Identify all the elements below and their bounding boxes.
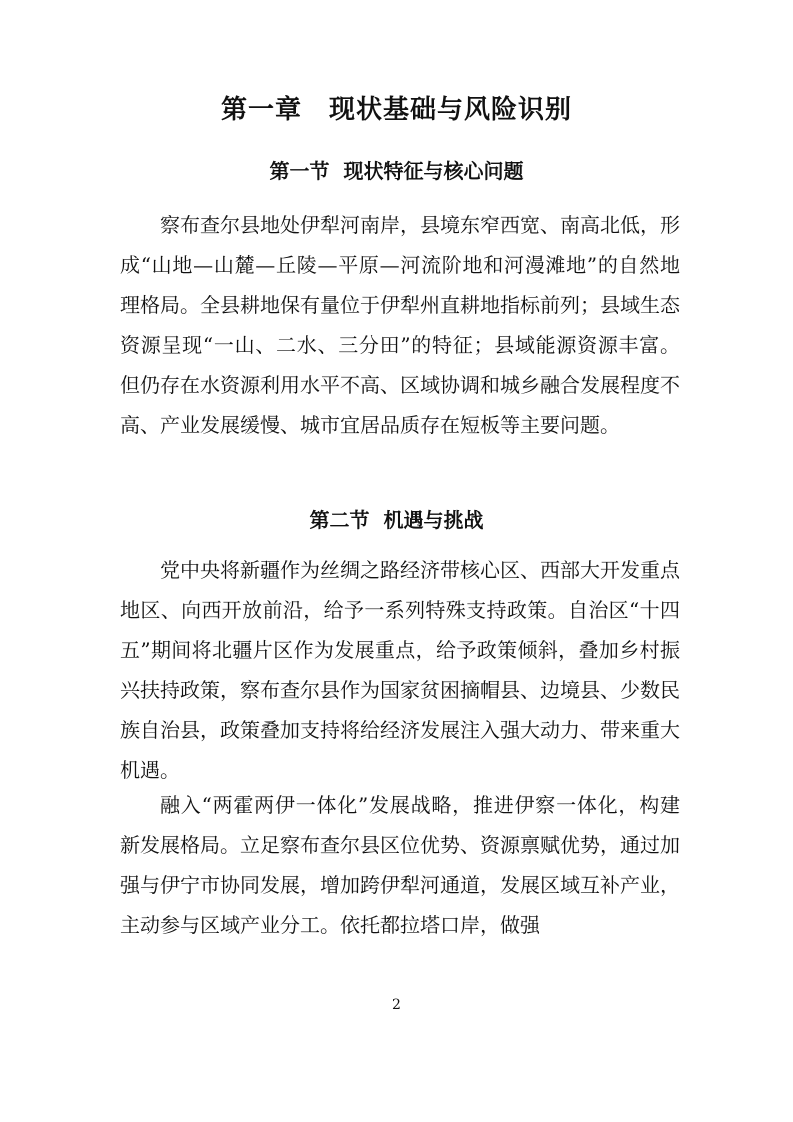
section-title-2: 第二节 机遇与挑战 — [309, 508, 484, 532]
paragraph-1: 察布查尔县地处伊犁河南岸，县境东窄西宽、南高北低，形成“山地—山麓—丘陵—平原—河流阶地和河漫滩地”的自然地理格局。全县耕地保有量位于伊犁州直耕地指标前列；县域生态资源呈现“一山、二水、三分田”的特征；县域能源资源丰富。但仍存在水资源利用水平不高、区域协调和城乡融合发展程度不高、产业发展缓慢、城市宜居品质存在短板等主要问题。 — [120, 213, 680, 437]
section-title-1: 第一节 现状特征与核心问题 — [269, 159, 524, 183]
page-number: 2 — [392, 997, 401, 1013]
paragraph-2: 党中央将新疆作为丝绸之路经济带核心区、西部大开发重点地区、向西开放前沿，给予一系列特殊支持政策。自治区“十四五”期间将北疆片区作为发展重点，给予政策倾斜，叠加乡村振兴扶持政策，察布查尔县作为国家贫困摘帽县、边境县、少数民族自治县，政策叠加支持将给经济发展注入强大动力、带来重大机遇。 — [120, 558, 680, 782]
chapter-title: 第一章 现状基础与风险识别 — [220, 95, 572, 125]
paragraph-3: 融入“两霍两伊一体化”发展战略，推进伊察一体化，构建新发展格局。立足察布查尔县区位优势、资源禀赋优势，通过加强与伊宁市协同发展，增加跨伊犁河通道，发展区域互补产业，主动参与区域产业分工。依托都拉塔口岸，做强 — [120, 793, 680, 937]
